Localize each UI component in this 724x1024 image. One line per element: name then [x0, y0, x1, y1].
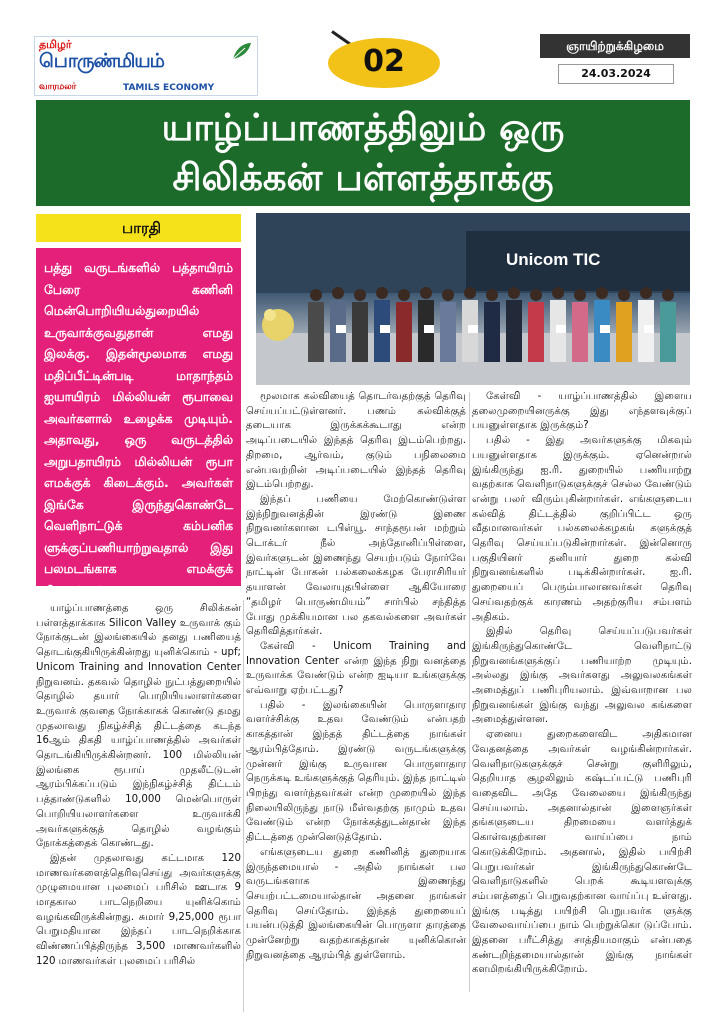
people-row [308, 287, 676, 362]
headline-line1: யாழ்ப்பாணத்திலும் ஒரு [161, 106, 565, 149]
article-column-2 [246, 390, 466, 990]
issue-date: 24.03.2024 [558, 64, 674, 84]
paragraph: எங்களுடைய துறை கணினித் துறையாக இருந்தமையால் - அதில் நாங்கள் பல வருடங்களாக இணைந்து செயற்பட்டமையால்தான் அதனை நாங்கள் தெரிவு செய்தோம். இந்தத் துறையைப் பயன்படுத்தி இலங்கையின் பொருளா தாரத்தை முன்னேற்று வதற்காகத்தான் யுனிக்கொன் நிறுவனத்தை ஆரம்பித் துள்ளோம். [246, 846, 466, 961]
photo-illustration [256, 213, 690, 385]
paragraph: யாழ்ப்பாணத்தை ஒரு சிலிக்கன் பள்ளத்தாக்காக Silicon Valley உருவாக் கும் நோக்குடன் இலங்கையில் தனது பணியைத் தொடங்குகியிருக்கின்றது யுனிக்கொம் - upf; Unicom Training and Innovation Center நிறுவனம். தகவல் தொழில் நுட்பத்துறையில் தொழில் தயார் பொறியியலாளர்களை உருவாக் குவதை நோக்காகக் கொண்டு தமது முதலாவது நிகழ்ச்சித் திட்டத்தை கடந்த 16ஆம் திகதி யாழ்ப்பாணத்தில் அவர்கள் தொடங்கியிருக்கின்றனர். 100 மில்லியன் இலங்கை ரூபாய் முதலீட்டுடன் ஆரம்பிக்கப்படும் இந்நிகழ்ச்சித் திட்டம் பத்தாண்டுகளில் 10,000 மென்பொருள் பொறியியலாளர்களை உருவாக்கி அவர்களுக்குத் தொழில் வழங்கும் நோக்கத்தைக் கொண்டது. [36, 603, 241, 850]
page-number: 02 [363, 44, 405, 79]
group-photo [256, 213, 690, 385]
headline [36, 100, 690, 206]
paragraph: மூலமாக கல்வியைத் தொடர்வதற்குத் தெரிவு செய்யப்பட்டுள்ளனர். பணம் கல்விக்குத் தடையாக இருக்கக்கூடாது என்ற அடிப்படையில் இந்தத் தெரிவு இடம்பெற்றது. திறமை, ஆர்வம், குடும் பநிலைமை என்பவற்றின் அடிப்படையில் இந்தத் தெரிவு இடம்பெற்றது. [246, 391, 466, 491]
logo-line1: தமிழர் [39, 38, 72, 51]
interview-answer: பதில் - இது அவர்களுக்கு மிகவும் பயனுள்ளதாக இருக்கும். ஏனென்றால் இங்கிருந்து ஐ.ரி. துறையில் பணியாற்று வதற்காக வெளிநாடுகளுக்குச் செல்ல வேண்டும் என்று பலர் விரும்புகின்றார்கள். எங்களுடைய கல்வித் திட்டத்தில் குறிப்பிட்ட ஒரு வீதமானவர்கள் பல்கலைக்கழகங் களுக்குத் தெரிவு செய்யப்படுகின்றார்கள். இன்னொரு பகுதியினர் தனியார் துறை கல்வி நிறுவனங்களில் படிக்கின்றார்கள். ஐ.ரி. துறையைப் பெரும்பாலானவர்கள் தெரிவு செய்வதற்குக் காரணம் அதற்குரிய சம்பளம் அதிகம். [472, 435, 692, 623]
interview-question: கேள்வி - Unicom Training and Innovation Center என்ற இந்த நிறு வனத்தை உருவாக்க வேண்டும் என்ற ஐடியா உங்களுக்கு எவ்வாறு ஏற்பட்டது? [246, 640, 466, 697]
author-byline: பாரதி [36, 214, 241, 242]
banner-text: Unicom TIC [506, 250, 601, 269]
article-column-1 [36, 602, 241, 1012]
leaf-icon [231, 41, 253, 61]
paragraph: இதில் தெரிவு செய்யப்படுபவர்கள் இங்கிருந்துகொண்டே வெளிநாட்டு நிறுவனங்களுக்குப் பணியாற்ற முடியும். அல்லது இங்கு அவர்களது அலுவலகங்கள் அமைத்துப் பணிபுரியலாம். இவ்வாறான பல நிறுவனங்கள் இங்கு வந்து அலுவல கங்களை அமைத்துள்ளன. [472, 626, 692, 726]
paragraph: ஏனைய துறைகளைவிட அதிகமான வேதனத்தை அவர்கள் வழங்கின்றார்கள். வெளிநாடுகளுக்குச் சென்று குளிரிலும், தெறியாத சூழலிலும் கஷ்டப்பட்டு பணிபுரி வதைவிட அதே வேலையை இங்கிருந்து செய்யலாம். அதனால்தான் இளைஞர்கள் தங்களுடைய திறமையை வளர்த்துக் கொள்வதற்கான வாய்ப்பை நாம் கொடுக்கிறோம். அதனால், இதில் பயிற்சி பெறுபவர்கள் இங்கிருந்துகொண்டே வெளிநாடுகளில் பெறக் கூடியளவுக்கு சம்பளத்தைப் பெறுவதற்கான வாய்ப்பு உள்ளது. இங்கு படித்து பயிற்சி பெறுபவர்க ளுக்கு வேலைவாய்ப்பை நாம் பெற்றுக்கொ டுப்போம். இதனை பரீட்சித்து சாத்தியமாகும் என்பதை கண்டறிந்தமையால்தான் இங்கு நாங்கள் களமிறங்கியிருக்கிறோம். [472, 729, 692, 976]
masthead [34, 30, 690, 96]
logo-line3: வாரமலர் [39, 82, 77, 92]
column-divider [469, 392, 470, 992]
issue-day: ஞாயிற்றுக்கிழமை [540, 34, 690, 58]
date-box [540, 34, 690, 86]
publication-logo [34, 36, 258, 96]
paragraph: இதன் முதலாவது கட்டமாக 120 மாணவர்களைத்தெரிவுசெய்து அவர்களுக்கு முழுமையான புலமைப் பரிசில் ஊடாக 9 மாதகால பாடநெறியை யுனிக்கொம் வழங்கவிருக்கின்றது. சுமார் 9,25,000 ரூபா பெறுமதியான இந்தப் பாடநெறிக்காக விண்ணப்பித்திருந்த 3,500 மாணவர்களில் 120 மாணவர்கள் புலமைப் பரிசில் [36, 852, 241, 967]
pull-quote: பத்து வருடங்களில் பத்தாயிரம் பேரை கணினி மென்பொறியியல்துறையில் உருவாக்குவதுதான் எமது இலக்கு. இதன்மூலமாக எமது மதிப்பீட்டின்படி மாதாந்தம் ஐயாயிரம் மில்லியன் ரூபாவை அவர்களால் உழைக்க முடியும். அதாவது, ஒரு வருடத்தில் அறுபதாயிரம் மில்லியன் ரூபா எமக்குக் கிடைக்கும். அவர்கள் இங்கே இருந்துகொண்டே வெளிநாட்டுக் கம்பனிக ளுக்குப்பணியாற்றுவதால் இது பலமடங்காக எமக்குக் கிடைக்கும்... [36, 248, 241, 586]
headline-line2: சிலிக்கன் பள்ளத்தாக்கு [172, 156, 554, 199]
logo-line4: TAMILS ECONOMY [123, 83, 215, 93]
logo-line2: பொருண்மியம் [39, 50, 164, 72]
page-number-badge [328, 30, 440, 92]
interview-answer: பதில் - இலங்கையின் பொருளாதார வளர்ச்சிக்கு உதவ வேண்டும் என்பதற் காகத்தான் இந்தத் திட்டத்தை நாங்கள் ஆரம்பித்தோம். இரண்டு வருடங்களுக்கு முன்னர் இங்கு உருவான பொருளாதார நெருக்கடி உங்களுக்குத் தெரியும். இந்த நாட்டில் பிறந்து வளர்ந்தவர்கள் என்ற முறையில் இந்த நிலையிலிருந்து நாடு மீள்வதற்கு நாமும் உதவ வேண்டும் என்ற நோக்கத்துடன்தான் இந்த திட்டத்தை முன்னெடுத்தோம். [246, 699, 466, 844]
column-divider [243, 600, 244, 1012]
article-column-3 [472, 390, 692, 990]
interview-question: கேள்வி - யாழ்ப்பாணத்தில் இளைய தலைமுறையினருக்கு இது எந்தளவுக்குப் பயனுள்ளதாக இருக்கும்? [472, 391, 692, 432]
paragraph: இந்தப் பணியை மேற்கொண்டுள்ள இந்நிறுவனத்தின் இரண்டு இணை நிறுவனர்களான டபிள்யூ. சாந்தரூபன் மற்றும் டொக்டர் நீல் அந்தோனிப்பிள்ளை, இவர்களுடன் இணைந்து செயற்படும் நோர்வே நாட்டின் போகன் பல்கலைக்கழக பேராசிரியர் தயாளன் வேலாயுதபிள்ளை ஆகியோரை “தமிழர் பொருண்மியம்” சார்பில் சந்தித்த போது முக்கியமான பல தகவல்களை அவர்கள் தெரிவித்தார்கள். [246, 493, 466, 638]
